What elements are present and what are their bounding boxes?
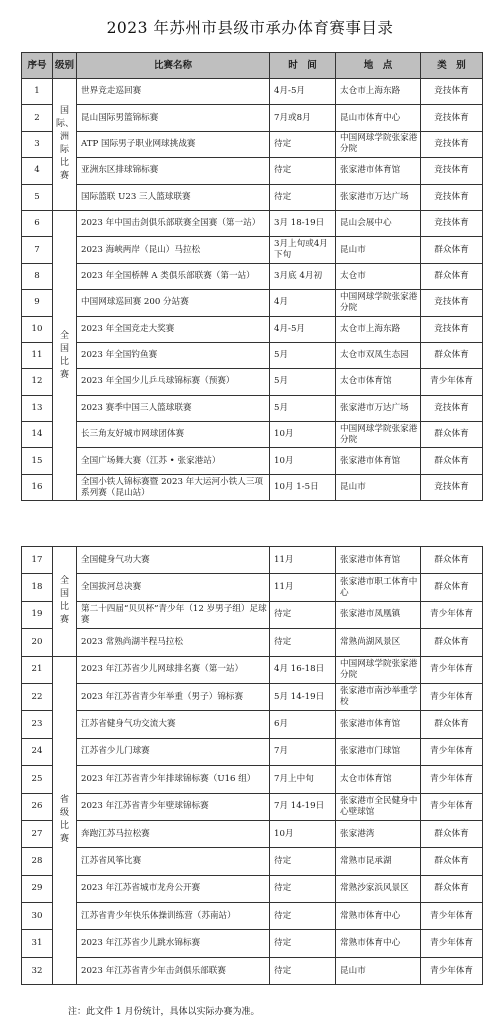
page-title: 2023 年苏州市县级市承办体育赛事目录 [106, 19, 394, 37]
row-number: 6 [22, 210, 53, 236]
event-time: 11月 [270, 547, 336, 574]
event-time: 待定 [270, 903, 336, 930]
table-row [22, 547, 483, 574]
event-category: 群众体育 [421, 574, 483, 601]
event-category: 青少年体育 [421, 656, 483, 683]
row-number: 12 [22, 369, 53, 395]
row-number: 9 [22, 290, 53, 316]
row-number: 21 [22, 656, 53, 683]
table-header-row [22, 53, 483, 79]
event-time: 7月上中旬 [270, 766, 336, 793]
event-location: 张家港市体育馆 [336, 448, 421, 474]
event-category: 青少年体育 [421, 957, 483, 984]
event-time: 待定 [270, 158, 336, 184]
event-category: 竞技体育 [421, 79, 483, 105]
level-cell: 省级比赛 [53, 656, 77, 985]
table-row [22, 263, 483, 289]
event-location: 张家港湾 [336, 820, 421, 847]
event-name: 江苏省健身气功交流大赛 [77, 711, 270, 738]
event-location: 太仓市 [336, 263, 421, 289]
event-category: 青少年体育 [421, 369, 483, 395]
row-number: 14 [22, 422, 53, 448]
event-location: 常熟市体育中心 [336, 903, 421, 930]
event-category: 竞技体育 [421, 105, 483, 131]
event-category: 青少年体育 [421, 903, 483, 930]
event-category: 群众体育 [421, 875, 483, 902]
event-location: 常熟沙家浜风景区 [336, 875, 421, 902]
event-category: 竞技体育 [421, 316, 483, 342]
event-location: 中国网球学院张家港分院 [336, 290, 421, 316]
table-row [22, 422, 483, 448]
row-number: 8 [22, 263, 53, 289]
table-row [22, 290, 483, 316]
event-name: 中国网球巡回赛 200 分站赛 [77, 290, 270, 316]
event-location: 太仓市双凤生态园 [336, 342, 421, 368]
event-name: 2023 年江苏省青少年击剑俱乐部联赛 [77, 957, 270, 984]
table-row [22, 369, 483, 395]
row-number: 3 [22, 131, 53, 157]
event-name: 亚洲东区排球锦标赛 [77, 158, 270, 184]
row-number: 19 [22, 601, 53, 628]
level-cell: 全国比赛 [53, 547, 77, 657]
table-row [22, 237, 483, 263]
event-name: 江苏省少儿门球赛 [77, 738, 270, 765]
event-name: 2023 海峡两岸（昆山）马拉松 [77, 237, 270, 263]
event-category: 竞技体育 [421, 184, 483, 210]
event-location: 中国网球学院张家港分院 [336, 131, 421, 157]
table-row [22, 316, 483, 342]
row-number: 22 [22, 683, 53, 710]
event-time: 待定 [270, 930, 336, 957]
event-name: 国际篮联 U23 三人篮球联赛 [77, 184, 270, 210]
event-name: 2023 年全国少儿乒乓球锦标赛（预赛） [77, 369, 270, 395]
table-row [22, 574, 483, 601]
event-category: 青少年体育 [421, 793, 483, 820]
event-category: 青少年体育 [421, 930, 483, 957]
event-location: 太仓市上海东路 [336, 316, 421, 342]
row-number: 28 [22, 848, 53, 875]
event-time: 7月或8月 [270, 105, 336, 131]
event-category: 群众体育 [421, 848, 483, 875]
table-row [22, 79, 483, 105]
event-time: 待定 [270, 848, 336, 875]
header-location: 地 点 [336, 53, 421, 79]
event-location: 中国网球学院张家港分院 [336, 422, 421, 448]
event-location: 常熟尚湖风景区 [336, 629, 421, 656]
table-row [22, 820, 483, 847]
event-location: 昆山会展中心 [336, 210, 421, 236]
row-number: 30 [22, 903, 53, 930]
row-number: 1 [22, 79, 53, 105]
event-name: 2023 年江苏省青少年壁球锦标赛 [77, 793, 270, 820]
row-number: 24 [22, 738, 53, 765]
event-location: 太仓市体育馆 [336, 766, 421, 793]
event-time: 待定 [270, 957, 336, 984]
event-category: 竞技体育 [421, 210, 483, 236]
event-name: 2023 年江苏省青少年排球锦标赛（U16 组） [77, 766, 270, 793]
table-row [22, 711, 483, 738]
row-number: 5 [22, 184, 53, 210]
row-number: 18 [22, 574, 53, 601]
header-category: 类 别 [421, 53, 483, 79]
header-time: 时 间 [270, 53, 336, 79]
row-number: 25 [22, 766, 53, 793]
table-row [22, 474, 483, 500]
row-number: 2 [22, 105, 53, 131]
events-table-part-2 [21, 546, 483, 985]
table-row [22, 957, 483, 984]
row-number: 4 [22, 158, 53, 184]
table-row [22, 848, 483, 875]
event-location: 张家港市体育馆 [336, 547, 421, 574]
event-category: 群众体育 [421, 547, 483, 574]
event-category: 群众体育 [421, 629, 483, 656]
event-category: 竞技体育 [421, 131, 483, 157]
row-number: 17 [22, 547, 53, 574]
table-row [22, 342, 483, 368]
event-name: 全国广场舞大赛（江苏 • 张家港站） [77, 448, 270, 474]
event-location: 张家港市南沙举重学校 [336, 683, 421, 710]
event-time: 3月上旬或4月下旬 [270, 237, 336, 263]
row-number: 20 [22, 629, 53, 656]
table-row [22, 105, 483, 131]
event-time: 待定 [270, 184, 336, 210]
row-number: 26 [22, 793, 53, 820]
event-name: 全国健身气功大赛 [77, 547, 270, 574]
event-time: 7月 [270, 738, 336, 765]
event-name: 2023 年江苏省少儿跳水锦标赛 [77, 930, 270, 957]
event-name: 2023 年全国竞走大奖赛 [77, 316, 270, 342]
event-location: 常熟市昆承湖 [336, 848, 421, 875]
table-row [22, 210, 483, 236]
event-location: 张家港市门球馆 [336, 738, 421, 765]
table-row [22, 903, 483, 930]
event-location: 太仓市体育馆 [336, 369, 421, 395]
event-name: 2023 年江苏省青少年举重（男子）锦标赛 [77, 683, 270, 710]
event-name: 2023 年江苏省少儿网球排名赛（第一站） [77, 656, 270, 683]
event-time: 4月-5月 [270, 316, 336, 342]
table-row [22, 875, 483, 902]
table-row [22, 184, 483, 210]
event-location: 中国网球学院张家港分院 [336, 656, 421, 683]
table-row [22, 766, 483, 793]
event-category: 青少年体育 [421, 766, 483, 793]
row-number: 27 [22, 820, 53, 847]
event-location: 张家港市全民健身中心壁球馆 [336, 793, 421, 820]
event-name: 第二十四届“贝贝杯”青少年（12 岁男子组）足球赛 [77, 601, 270, 628]
event-time: 4月 [270, 290, 336, 316]
event-location: 昆山市体育中心 [336, 105, 421, 131]
table-row [22, 629, 483, 656]
table-row [22, 683, 483, 710]
event-location: 张家港市职工体育中心 [336, 574, 421, 601]
event-location: 昆山市 [336, 957, 421, 984]
event-category: 群众体育 [421, 820, 483, 847]
level-cell: 国际、洲际比赛 [53, 79, 77, 211]
event-time: 6月 [270, 711, 336, 738]
event-name: 昆山国际男篮锦标赛 [77, 105, 270, 131]
event-category: 竞技体育 [421, 158, 483, 184]
footnote: 注：此文件 1 月份统计，具体以实际办赛为准。 [68, 1007, 260, 1017]
event-time: 待定 [270, 629, 336, 656]
event-category: 群众体育 [421, 263, 483, 289]
header-level: 级别 [53, 53, 77, 79]
event-name: 2023 年全国桥牌 A 类俱乐部联赛（第一站） [77, 263, 270, 289]
event-location: 张家港市万达广场 [336, 184, 421, 210]
event-category: 竞技体育 [421, 395, 483, 421]
event-location: 张家港市体育馆 [336, 158, 421, 184]
event-name: 2023 年全国钓鱼赛 [77, 342, 270, 368]
header-name: 比赛名称 [77, 53, 270, 79]
row-number: 31 [22, 930, 53, 957]
event-location: 常熟市体育中心 [336, 930, 421, 957]
event-time: 5月 [270, 395, 336, 421]
event-time: 5月 [270, 369, 336, 395]
row-number: 13 [22, 395, 53, 421]
event-time: 10月 [270, 422, 336, 448]
event-name: 奔跑江苏马拉松赛 [77, 820, 270, 847]
event-category: 青少年体育 [421, 601, 483, 628]
event-time: 11月 [270, 574, 336, 601]
row-number: 23 [22, 711, 53, 738]
event-name: 世界竞走巡回赛 [77, 79, 270, 105]
event-name: 江苏省风筝比赛 [77, 848, 270, 875]
header-num: 序号 [22, 53, 53, 79]
event-time: 待定 [270, 131, 336, 157]
event-category: 群众体育 [421, 448, 483, 474]
event-time: 4月-5月 [270, 79, 336, 105]
table-row [22, 395, 483, 421]
event-name: 全国小铁人锦标赛暨 2023 年大运河小铁人三项系列赛（昆山站） [77, 474, 270, 500]
event-location: 太仓市上海东路 [336, 79, 421, 105]
row-number: 29 [22, 875, 53, 902]
event-name: ATP 国际男子职业网球挑战赛 [77, 131, 270, 157]
event-name: 全国拔河总决赛 [77, 574, 270, 601]
table-row [22, 448, 483, 474]
event-category: 群众体育 [421, 237, 483, 263]
event-time: 4月 16-18日 [270, 656, 336, 683]
event-category: 青少年体育 [421, 738, 483, 765]
event-name: 2023 常熟尚湖半程马拉松 [77, 629, 270, 656]
row-number: 16 [22, 474, 53, 500]
table-row [22, 601, 483, 628]
event-time: 10月 [270, 448, 336, 474]
event-time: 3月底 4月初 [270, 263, 336, 289]
event-category: 竞技体育 [421, 474, 483, 500]
event-name: 2023 赛季中国三人篮球联赛 [77, 395, 270, 421]
event-name: 2023 年中国击剑俱乐部联赛全国赛（第一站） [77, 210, 270, 236]
table-row [22, 930, 483, 957]
event-time: 5月 [270, 342, 336, 368]
event-time: 7月 14-19日 [270, 793, 336, 820]
event-category: 竞技体育 [421, 290, 483, 316]
table-row [22, 738, 483, 765]
event-location: 昆山市 [336, 237, 421, 263]
event-location: 张家港市体育馆 [336, 711, 421, 738]
event-name: 长三角友好城市网球团体赛 [77, 422, 270, 448]
table-row [22, 131, 483, 157]
event-time: 5月 14-19日 [270, 683, 336, 710]
event-name: 江苏省青少年快乐体操训练营（苏南站） [77, 903, 270, 930]
event-location: 张家港市万达广场 [336, 395, 421, 421]
row-number: 11 [22, 342, 53, 368]
event-time: 10月 [270, 820, 336, 847]
row-number: 10 [22, 316, 53, 342]
table-row [22, 656, 483, 683]
event-category: 群众体育 [421, 711, 483, 738]
level-cell: 全国比赛 [53, 210, 77, 500]
event-location: 昆山市 [336, 474, 421, 500]
event-category: 青少年体育 [421, 683, 483, 710]
event-time: 待定 [270, 601, 336, 628]
row-number: 15 [22, 448, 53, 474]
event-location: 张家港市凤凰镇 [336, 601, 421, 628]
event-time: 待定 [270, 875, 336, 902]
event-category: 群众体育 [421, 342, 483, 368]
event-time: 10月 1-5日 [270, 474, 336, 500]
table-row [22, 793, 483, 820]
events-table-part-1 [21, 52, 483, 501]
row-number: 32 [22, 957, 53, 984]
event-time: 3月 18-19日 [270, 210, 336, 236]
event-name: 2023 年江苏省城市龙舟公开赛 [77, 875, 270, 902]
event-category: 群众体育 [421, 422, 483, 448]
table-row [22, 158, 483, 184]
row-number: 7 [22, 237, 53, 263]
